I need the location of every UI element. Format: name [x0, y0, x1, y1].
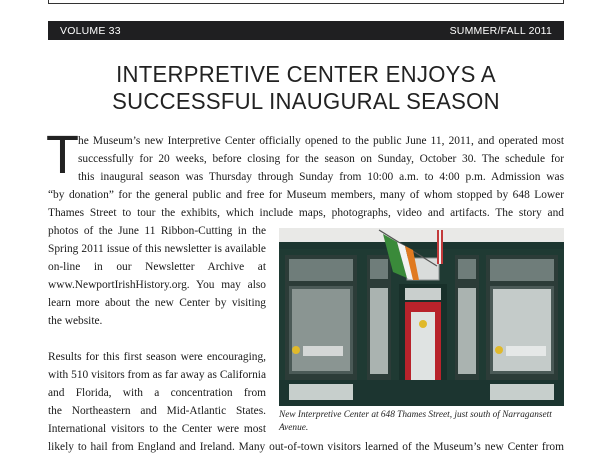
intro-line: Thames Street to tour the exhibits, which include maps, photographs, video and artifacts. The story and: [48, 207, 564, 219]
continuation-line: [48, 438, 564, 456]
intro-line: this inaugural season was Thursday through Sunday from 10:00 a.m. to 4:00 p.m. Admission was: [78, 171, 564, 183]
body-line: www.NewportIrishHistory.org. You may also: [48, 279, 266, 291]
left-column-paragraph-1: [48, 222, 266, 330]
intro-line: successfully for 20 weeks, before closing for the season on Sunday, October 30. The schedule for: [78, 153, 564, 165]
article-headline: [63, 61, 548, 115]
headline-line-2: SUCCESSFUL INAUGURAL SEASON: [112, 88, 500, 114]
storefront-photo: [279, 228, 564, 406]
newsletter-header-bar: [48, 21, 564, 40]
body-line: learn more about the new Center by visiting: [48, 297, 266, 309]
body-line: on-line in our Newsletter Archive at: [48, 261, 266, 273]
body-line: photos of the June 11 Ribbon-Cutting in the: [48, 225, 266, 237]
body-line: with 510 visitors from as far away as California: [48, 369, 266, 381]
body-line: likely to hail from England and Ireland. Many out-of-town visitors learned of the Museum’s new Center from: [48, 441, 564, 453]
intro-line: “by donation” for the general public and free for Museum members, many of whom stopped by 648 Lower: [48, 189, 564, 201]
intro-para-indented: [78, 132, 564, 186]
top-border-rule: [48, 0, 564, 4]
body-line: Results for this first season were encouraging,: [48, 351, 266, 363]
left-column-paragraph-2: [48, 348, 266, 438]
body-line: the website.: [48, 315, 103, 327]
intro-para-full: [48, 186, 564, 222]
issue-label: SUMMER/FALL 2011: [449, 24, 552, 37]
body-line: Spring 2011 issue of this newsletter is available: [48, 243, 266, 255]
headline-line-1: INTERPRETIVE CENTER ENJOYS A: [116, 61, 496, 87]
volume-label: VOLUME 33: [60, 24, 121, 37]
body-line: and Florida, with a concentration from: [48, 387, 266, 399]
photo-caption: New Interpretive Center at 648 Thames Street, just south of Narragansett Avenue.: [279, 410, 552, 433]
body-line: the Northeastern and Mid-Atlantic States.: [48, 405, 266, 417]
body-line: International visitors to the Center were most: [48, 423, 266, 435]
intro-line: he Museum’s new Interpretive Center officially opened to the public June 11, 2011, and operated most: [78, 135, 564, 147]
drop-cap: T: [46, 125, 79, 185]
